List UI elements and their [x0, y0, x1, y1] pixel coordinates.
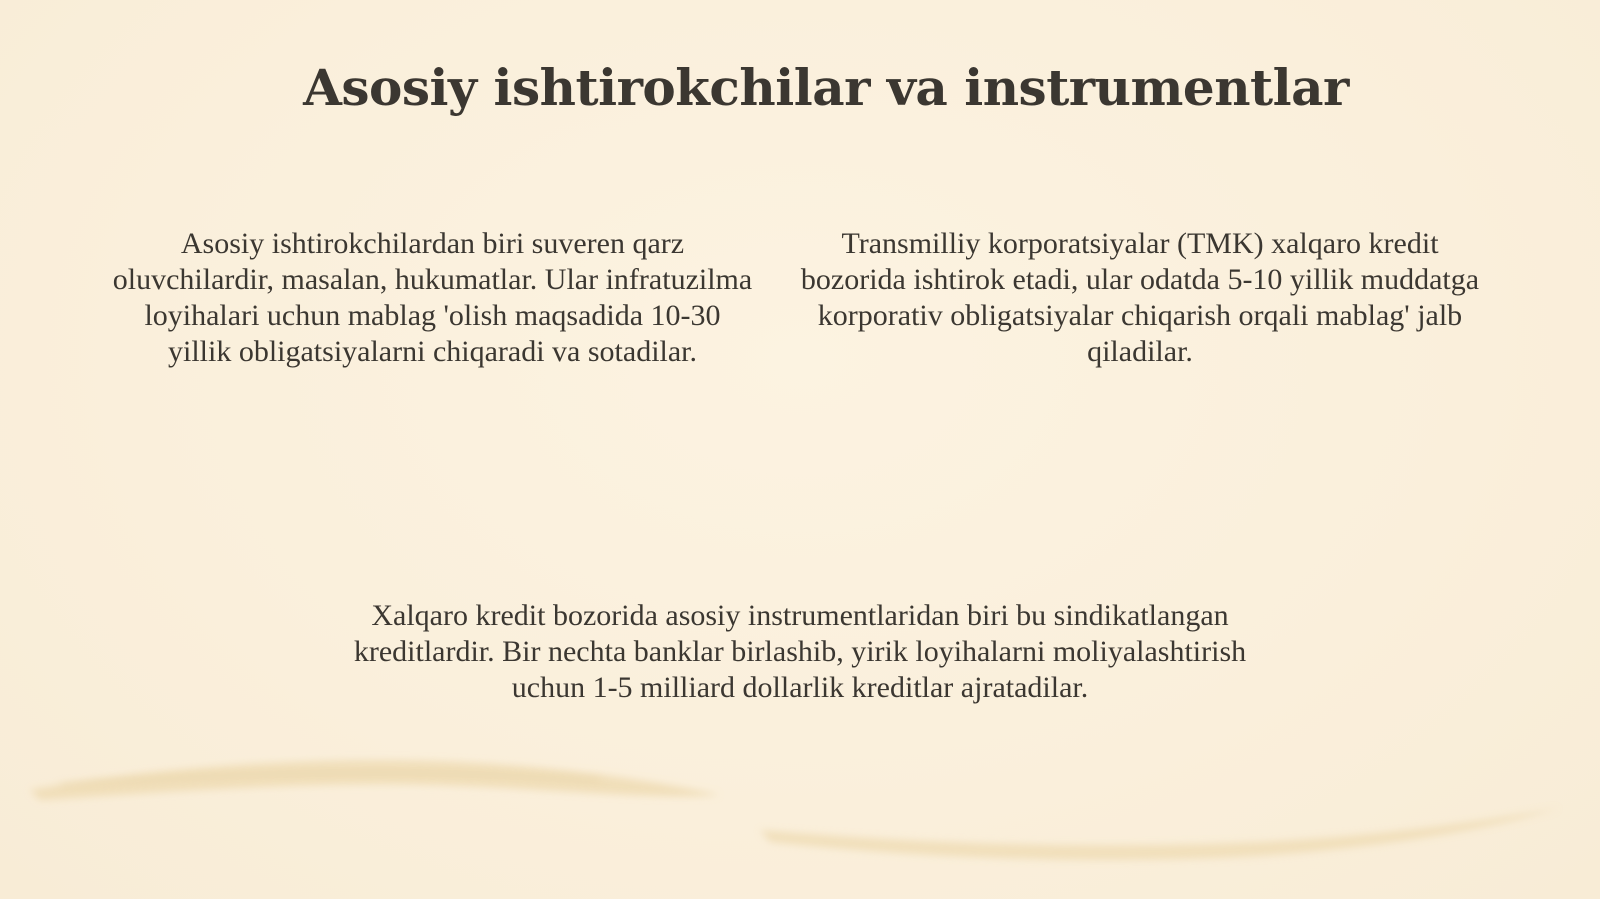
slide-title: Asosiy ishtirokchilar va instrumentlar: [303, 58, 1349, 117]
paragraph-sovereign-borrowers: Asosiy ishtirokchilardan biri suveren qarz oluvchilardir, masalan, hukumatlar. Ular infratuzilma loyihalari uchun mablag 'olish maqsadida 10-30 yillik obligatsiyalarni chiqaradi va sotadilar.: [112, 227, 753, 368]
paragraph-syndicated-loans: Xalqaro kredit bozorida asosiy instrumentlaridan biri bu sindikatlangan kreditlardir. Bir nechta banklar birlashib, yirik loyihalarni moliyalashtirish uchun 1-5 milliard dollarlik kreditlar ajratadilar.: [353, 599, 1247, 704]
paragraph-multinational-corporations: Transmilliy korporatsiyalar (TMK) xalqaro kredit bozorida ishtirok etadi, ular odatda 5-10 yillik muddatga korporativ obligatsiyalar chiqarish orqali mablag' jalb qiladilar.: [800, 227, 1480, 368]
brush-stroke-left: [30, 760, 720, 800]
brush-stroke-thin: [60, 773, 600, 785]
brush-stroke-right: [760, 808, 1560, 860]
